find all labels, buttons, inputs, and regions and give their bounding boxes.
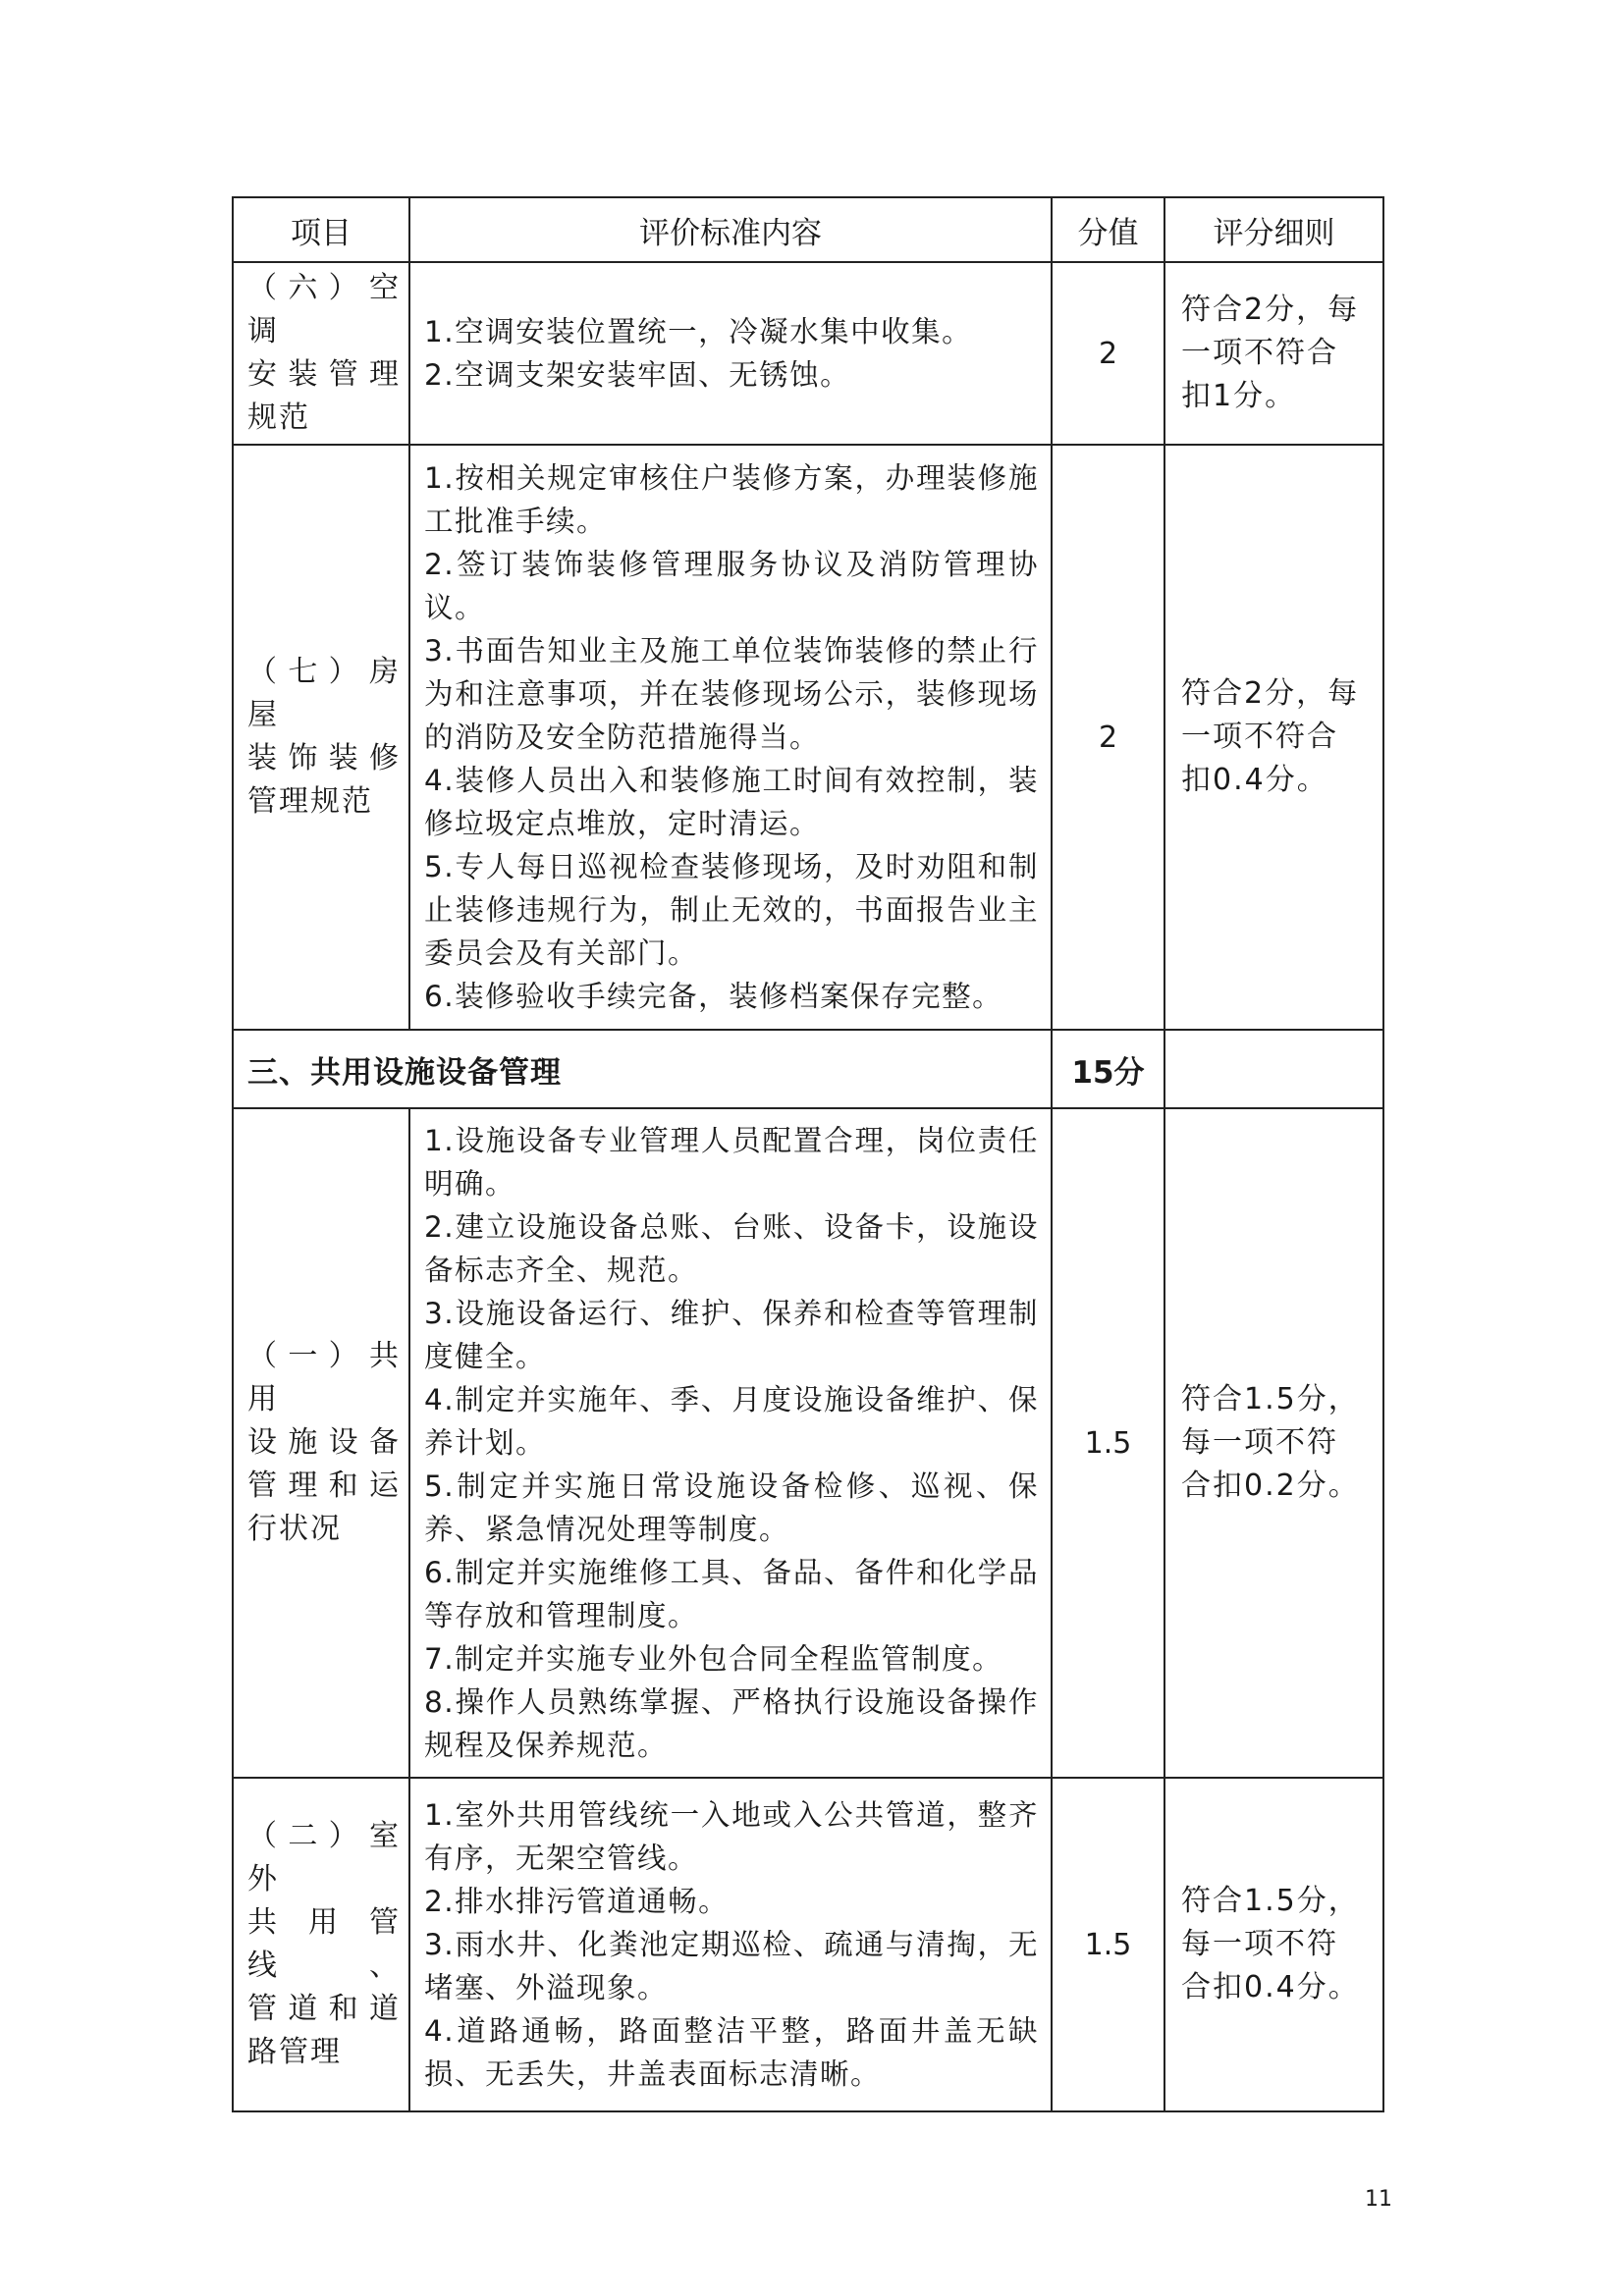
section-row: [233, 1030, 1383, 1108]
criteria-cell: [409, 1778, 1052, 2111]
criteria-item: 1.室外共用管线统一入地或入公共管道，整齐有序，无架空管线。: [424, 1798, 1039, 1875]
criteria-item: 2.签订装饰装修管理服务协议及消防管理协议。: [424, 548, 1039, 624]
section-title: 三、共用设施设备管理: [233, 1030, 1052, 1108]
criteria-item: 3.雨水井、化粪池定期巡检、疏通与清掏，无堵塞、外溢现象。: [424, 1928, 1039, 2004]
rule-cell: 符合1.5分， 每一项不符 合扣0.4分。: [1164, 1778, 1383, 2111]
criteria-item: 4.装修人员出入和装修施工时间有效控制，装修垃圾定点堆放，定时清运。: [424, 764, 1039, 840]
table-row: [233, 262, 1383, 445]
table-row: [233, 445, 1383, 1030]
criteria-item: 4.制定并实施年、季、月度设施设备维护、保养计划。: [424, 1383, 1039, 1460]
score-cell: 1.5: [1052, 1108, 1164, 1778]
criteria-item: 8.操作人员熟练掌握、严格执行设施设备操作规程及保养规范。: [424, 1685, 1039, 1762]
table-row: [233, 1778, 1383, 2111]
criteria-item: 6.制定并实施维修工具、备品、备件和化学品等存放和管理制度。: [424, 1556, 1039, 1632]
criteria-item: 3.设施设备运行、维护、保养和检查等管理制度健全。: [424, 1297, 1039, 1373]
header-content: 评价标准内容: [409, 197, 1052, 262]
project-cell: （七）房屋 装饰装修 管理规范: [233, 445, 409, 1030]
criteria-item: 3.书面告知业主及施工单位装饰装修的禁止行为和注意事项，并在装修现场公示，装修现场的消防及安全防范措施得当。: [424, 634, 1039, 754]
rule-cell: 符合2分，每 一项不符合 扣1分。: [1164, 262, 1383, 445]
criteria-item: 5.制定并实施日常设施设备检修、巡视、保养、紧急情况处理等制度。: [424, 1469, 1039, 1546]
table-row: [233, 1108, 1383, 1778]
project-cell: （一）共用 设施设备 管理和运 行状况: [233, 1108, 409, 1778]
header-score: 分值: [1052, 197, 1164, 262]
rule-cell: 符合2分，每 一项不符合 扣0.4分。: [1164, 445, 1383, 1030]
criteria-item: 6.装修验收手续完备，装修档案保存完整。: [424, 980, 1003, 1013]
project-cell: （六）空调 安装管理 规范: [233, 262, 409, 445]
criteria-item: 1.设施设备专业管理人员配置合理，岗位责任明确。: [424, 1124, 1039, 1201]
criteria-item: 2.建立设施设备总账、台账、设备卡，设施设备标志齐全、规范。: [424, 1210, 1039, 1287]
section-empty-cell: [1164, 1030, 1383, 1108]
criteria-cell: [409, 1108, 1052, 1778]
project-cell: （二）室外 共用管线、 管道和道 路管理: [233, 1778, 409, 2111]
criteria-item: 2.排水排污管道通畅。: [424, 1885, 730, 1918]
criteria-item: 2.空调支架安装牢固、无锈蚀。: [424, 358, 851, 392]
score-cell: 2: [1052, 445, 1164, 1030]
criteria-item: 4.道路通畅，路面整洁平整，路面井盖无缺损、无丢失，井盖表面标志清晰。: [424, 2014, 1039, 2091]
rule-cell: 符合1.5分， 每一项不符 合扣0.2分。: [1164, 1108, 1383, 1778]
table-header-row: [233, 197, 1383, 262]
criteria-item: 1.按相关规定审核住户装修方案，办理装修施工批准手续。: [424, 461, 1039, 538]
page-number: 11: [1365, 2187, 1392, 2212]
evaluation-table: [232, 196, 1384, 2112]
criteria-cell: [409, 262, 1052, 445]
criteria-item: 7.制定并实施专业外包合同全程监管制度。: [424, 1642, 1003, 1676]
score-cell: 2: [1052, 262, 1164, 445]
criteria-item: 1.空调安装位置统一，冷凝水集中收集。: [424, 315, 973, 348]
header-project: 项目: [233, 197, 409, 262]
criteria-cell: [409, 445, 1052, 1030]
criteria-item: 5.专人每日巡视检查装修现场，及时劝阻和制止装修违规行为，制止无效的，书面报告业主委员会及有关部门。: [424, 850, 1039, 970]
section-score: 15分: [1052, 1030, 1164, 1108]
score-cell: 1.5: [1052, 1778, 1164, 2111]
header-rule: 评分细则: [1164, 197, 1383, 262]
